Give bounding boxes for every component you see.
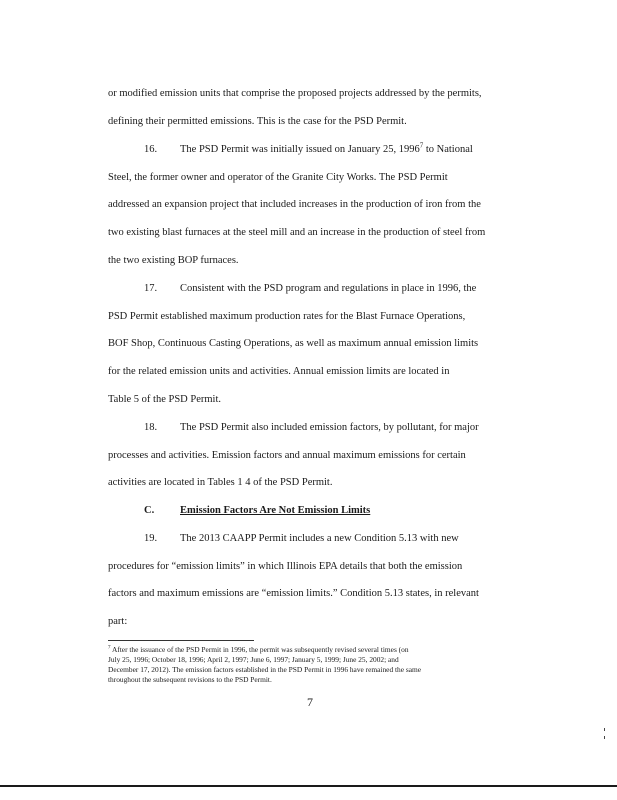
paragraph-16-line: addressed an expansion project that included increases in the production of iron from the [108, 199, 481, 210]
footnote-line: December 17, 2012). The emission factors established in the PSD Permit in 1996 have remained the same [108, 665, 422, 674]
section-title: Emission Factors Are Not Emission Limits [180, 505, 371, 516]
footnote-line: $^7$ After the issuance of the PSD Permit in 1996, the permit was subsequently revised several times (on [108, 645, 409, 654]
footnote-divider [108, 640, 254, 641]
scan-speck [604, 736, 605, 739]
paragraph-16-line: 16. The PSD Permit was initially issued on January 25, 1996$^7$ to National [144, 141, 473, 155]
footnote-mark: 7 [108, 645, 111, 651]
paragraph-18-line: activities are located in Tables 1 4 of the PSD Permit. [108, 477, 333, 488]
section-label: C. [144, 505, 155, 516]
paragraph-number: 19. [144, 533, 158, 544]
paragraph-17-line: for the related emission units and activities. Annual emission limits are located in [108, 366, 450, 377]
paragraph-number: 18. [144, 422, 158, 433]
paragraph-19-line: 19. The 2013 CAAPP Permit includes a new Condition 5.13 with new [144, 533, 459, 544]
paragraph-18-line: 18. The PSD Permit also included emission factors, by pollutant, for major [144, 422, 479, 433]
footnote-reference: 7 [419, 141, 424, 150]
scan-speck [604, 728, 605, 731]
footnote-line: throughout the subsequent revisions to the PSD Permit. [108, 675, 272, 684]
paragraph-17-line: 17. Consistent with the PSD program and regulations in place in 1996, the [144, 283, 477, 294]
paragraph-17-line: Table 5 of the PSD Permit. [108, 394, 222, 405]
body-line: or modified emission units that comprise the proposed projects addressed by the permits, [108, 88, 482, 99]
paragraph-16-line: the two existing BOP furnaces. [108, 255, 239, 266]
footnote-line: July 25, 1996; October 18, 1996; April 2, 1997; June 6, 1997; January 5, 1999; June 25, 2002; and [108, 655, 399, 664]
paragraph-18-line: processes and activities. Emission factors and annual maximum emissions for certain [108, 450, 466, 461]
paragraph-number: 16. [144, 144, 158, 155]
paragraph-17-line: BOF Shop, Continuous Casting Operations, as well as maximum annual emission limits [108, 338, 479, 349]
paragraph-number: 17. [144, 283, 158, 294]
paragraph-16-line: two existing blast furnaces at the steel mill and an increase in the production of steel from [108, 227, 486, 238]
section-heading [144, 504, 584, 518]
paragraph-19-line: factors and maximum emissions are “emission limits.” Condition 5.13 states, in relevant [108, 588, 479, 599]
scan-border [0, 785, 617, 787]
paragraph-19-line: procedures for “emission limits” in which Illinois EPA details that both the emission [108, 561, 463, 572]
paragraph-19-line: part: [108, 616, 128, 627]
page-number: 7 [307, 695, 313, 709]
body-line: defining their permitted emissions. This is the case for the PSD Permit. [108, 116, 407, 127]
paragraph-17-line: PSD Permit established maximum production rates for the Blast Furnace Operations, [108, 311, 466, 322]
paragraph-16-line: Steel, the former owner and operator of the Granite City Works. The PSD Permit [108, 172, 448, 183]
